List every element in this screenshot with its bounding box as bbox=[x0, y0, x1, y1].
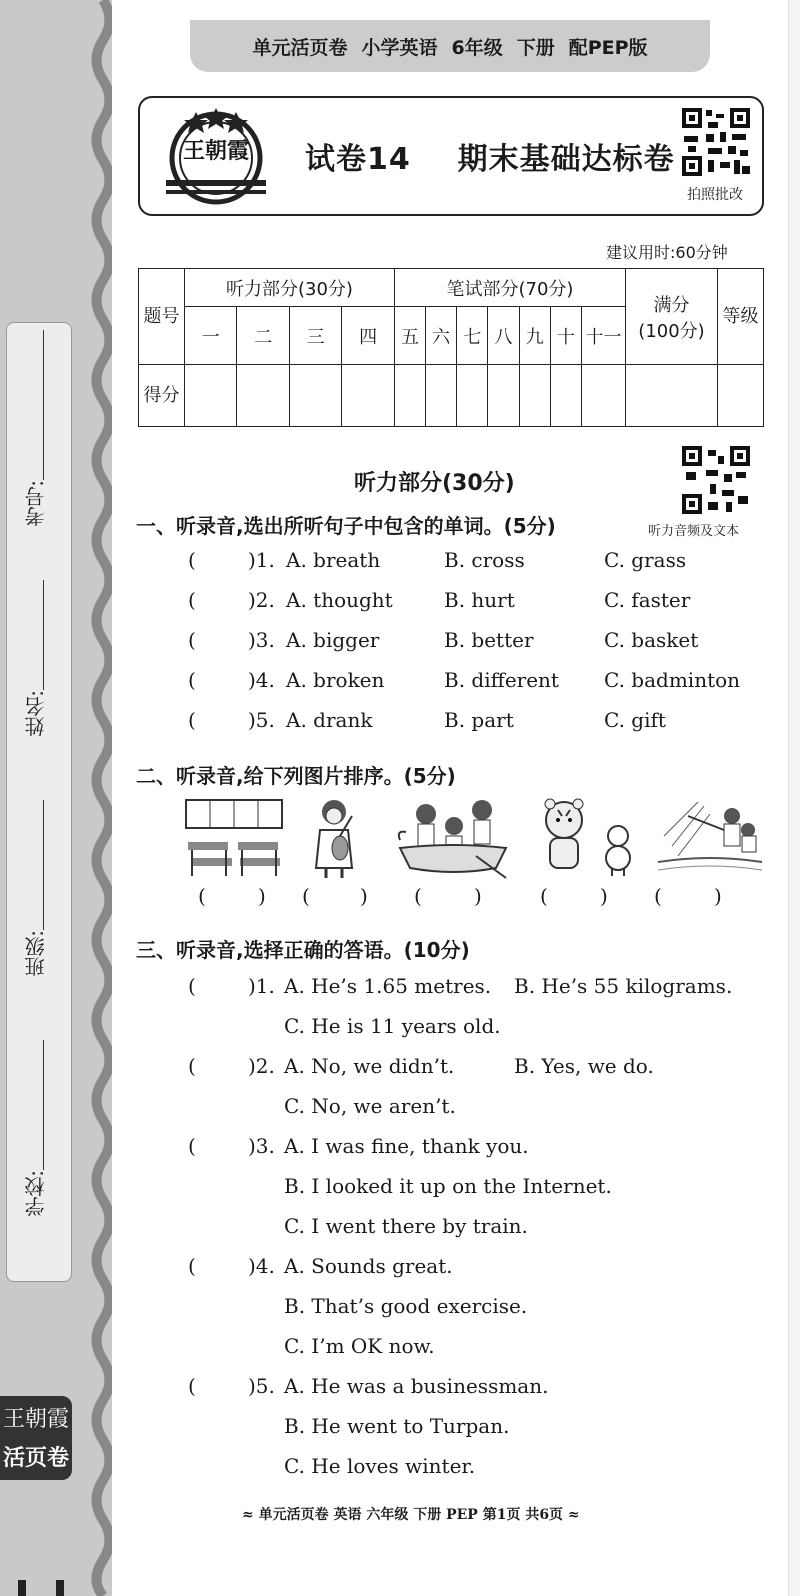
option-c: C. faster bbox=[604, 588, 691, 612]
binding-mark bbox=[56, 1580, 64, 1596]
option-side: B. He’s 55 kilograms. bbox=[514, 974, 733, 998]
score-table bbox=[138, 268, 764, 427]
question-number: 四 bbox=[342, 307, 395, 365]
option-a: A. breath bbox=[286, 548, 381, 572]
score-cell[interactable] bbox=[289, 365, 341, 427]
section3-title: 三、听录音,选择正确的答语。(10分) bbox=[136, 938, 470, 962]
question-number: 八 bbox=[488, 307, 519, 365]
option-c: C. basket bbox=[604, 628, 699, 652]
question-number: 五 bbox=[394, 307, 425, 365]
classroom-desks-picture bbox=[182, 796, 286, 880]
option-a: A. bigger bbox=[286, 628, 380, 652]
field-label: 学校: bbox=[23, 1170, 48, 1217]
section2-title: 二、听录音,给下列图片排序。(5分) bbox=[136, 764, 456, 788]
edition: 配PEP版 bbox=[568, 36, 648, 59]
item-number: )5. bbox=[248, 1374, 275, 1398]
score-cell[interactable] bbox=[342, 365, 395, 427]
field-label: 班级: bbox=[23, 930, 48, 977]
score-cell[interactable] bbox=[488, 365, 519, 427]
field-class bbox=[10, 800, 60, 977]
option-line: A. He was a businessman. bbox=[284, 1374, 549, 1398]
item-number: )3. bbox=[248, 1134, 275, 1158]
girl-playing-pipa-picture bbox=[302, 796, 366, 880]
qr-code-icon[interactable] bbox=[682, 108, 750, 176]
option-b: B. hurt bbox=[444, 588, 515, 612]
score-cell[interactable] bbox=[185, 365, 237, 427]
exam-name: 期末基础达标卷 bbox=[457, 142, 675, 177]
paper-edge bbox=[788, 0, 800, 1596]
item-number: )1. bbox=[248, 974, 275, 998]
option-line: A. He’s 1.65 metres. bbox=[284, 974, 492, 998]
section1-title: 一、听录音,选出所听句子中包含的单词。(5分) bbox=[136, 514, 556, 538]
item-number: )2. bbox=[248, 1054, 275, 1078]
total-score-cell[interactable] bbox=[626, 365, 718, 427]
option-a: A. drank bbox=[286, 708, 373, 732]
item-number: )5. bbox=[248, 708, 275, 732]
field-name bbox=[10, 580, 60, 737]
listening-part-title: 听力部分(30分) bbox=[354, 471, 515, 496]
brand-product: 活页卷 bbox=[2, 1446, 69, 1471]
field-label: 考号: bbox=[23, 480, 48, 527]
item-number: )4. bbox=[248, 1254, 275, 1278]
full-score-value: (100分) bbox=[638, 320, 705, 342]
field-label: 姓名: bbox=[23, 690, 48, 737]
option-line: B. That’s good exercise. bbox=[284, 1294, 528, 1318]
question-number: 六 bbox=[426, 307, 457, 365]
option-b: B. different bbox=[444, 668, 559, 692]
score-cell[interactable] bbox=[237, 365, 289, 427]
option-c: C. gift bbox=[604, 708, 666, 732]
subject: 小学英语 bbox=[361, 36, 438, 59]
writing-header: 笔试部分(70分) bbox=[394, 269, 625, 307]
exam-paper: 单元活页卷 小学英语 6年级 下册 配PEP版 王朝霞 试卷14 期末基础达标卷 拍照批改 建议用时:60分钟 题号 听力部分(30分) 笔试部分(70分) 满分 (100分) 等级 一 二 三 四 五 六 七 八 九 十 十一 得分 听力部分(30分) 听力音频及文本 一、听录音,选出所听句子中包含的单词。(5分) ( )1. A. breath B. cross C. grass ( )2. A. thought B. hurt C. faster ( )3. A. bigger B. better C. basket ( )4. A. broken B. different C. badminton ( )5. A. drank B. part C. gift 二、听录音,给下列图片排序。(5分) ( ) ( ) ( ) ( ) ( ) 三、听录音,选择正确的答语。(10分) ( )1. A. He’s 1.65 metres. B. He’s 55 kilograms. C. He is 11 years old. ( )2. A. No, we didn’t. B. Yes, we do. C. No, we aren’t. ( )3. A. I was fine, thank you. B. I looked it up on the Internet. C. I went there by train. ( )4. A. Sounds great. B. That’s good exercise. C. I’m OK now. ( )5. A. He was a businessman. B. He went to Turpan. C. He loves winter. ≈ 单元活页卷 英语 六年级 下册 PEP 第1页 共6页 ≈ bbox=[112, 0, 800, 1596]
option-line: B. I looked it up on the Internet. bbox=[284, 1174, 612, 1198]
question-number: 十一 bbox=[582, 307, 626, 365]
option-side: B. Yes, we do. bbox=[514, 1054, 654, 1078]
option-a: A. broken bbox=[286, 668, 385, 692]
field-exam-number bbox=[10, 330, 60, 527]
option-line: A. Sounds great. bbox=[284, 1254, 453, 1278]
listening-header: 听力部分(30分) bbox=[185, 269, 395, 307]
grade-header: 等级 bbox=[718, 269, 764, 365]
score-cell[interactable] bbox=[519, 365, 550, 427]
exam-title bbox=[305, 134, 675, 178]
option-line: C. He loves winter. bbox=[284, 1454, 476, 1478]
question-number: 九 bbox=[519, 307, 550, 365]
brand-box bbox=[0, 1396, 72, 1480]
option-line: C. I’m OK now. bbox=[284, 1334, 435, 1358]
score-cell[interactable] bbox=[394, 365, 425, 427]
question-number: 一 bbox=[185, 307, 237, 365]
option-b: B. cross bbox=[444, 548, 525, 572]
option-line: A. I was fine, thank you. bbox=[284, 1134, 529, 1158]
series-name: 单元活页卷 bbox=[252, 36, 348, 59]
full-score-label: 满分 bbox=[653, 294, 690, 316]
series-header bbox=[190, 20, 710, 72]
qr-caption: 拍照批改 bbox=[687, 187, 743, 203]
item-number: )1. bbox=[248, 548, 275, 572]
score-cell[interactable] bbox=[582, 365, 626, 427]
logo-name: 王朝霞 bbox=[182, 138, 249, 164]
exam-number: 试卷14 bbox=[305, 142, 411, 177]
binding-mark bbox=[18, 1580, 26, 1596]
question-number: 十 bbox=[550, 307, 581, 365]
item-number: )3. bbox=[248, 628, 275, 652]
option-line: C. I went there by train. bbox=[284, 1214, 528, 1238]
option-line: A. No, we didn’t. bbox=[284, 1054, 455, 1078]
suggested-time: 建议用时:60分钟 bbox=[606, 243, 728, 262]
brand-name: 王朝霞 bbox=[2, 1407, 69, 1432]
option-a: A. thought bbox=[286, 588, 393, 612]
row-head-score: 得分 bbox=[139, 365, 185, 427]
qr-caption: 听力音频及文本 bbox=[648, 524, 740, 539]
option-b: B. part bbox=[444, 708, 514, 732]
field-school bbox=[10, 1040, 60, 1217]
question-number: 三 bbox=[289, 307, 341, 365]
item-number: )4. bbox=[248, 668, 275, 692]
title-box bbox=[138, 96, 764, 216]
full-score-header bbox=[626, 269, 718, 365]
score-cell[interactable] bbox=[426, 365, 457, 427]
score-cell[interactable] bbox=[550, 365, 581, 427]
question-number: 七 bbox=[457, 307, 488, 365]
family-in-boat-picture bbox=[396, 796, 512, 880]
option-c: C. badminton bbox=[604, 668, 741, 692]
option-b: B. better bbox=[444, 628, 534, 652]
score-cell[interactable] bbox=[457, 365, 488, 427]
binding-strip bbox=[0, 0, 112, 1596]
option-line: B. He went to Turpan. bbox=[284, 1414, 510, 1438]
question-number: 二 bbox=[237, 307, 289, 365]
option-line: C. No, we aren’t. bbox=[284, 1094, 456, 1118]
option-line: C. He is 11 years old. bbox=[284, 1014, 501, 1038]
grade: 6年级 bbox=[451, 36, 503, 59]
qr-code-icon[interactable] bbox=[682, 446, 750, 514]
page-footer: ≈ 单元活页卷 英语 六年级 下册 PEP 第1页 共6页 ≈ bbox=[242, 1507, 580, 1523]
term: 下册 bbox=[516, 36, 555, 59]
grade-cell[interactable] bbox=[718, 365, 764, 427]
tiger-and-lamb-picture bbox=[534, 796, 642, 880]
man-fishing-picture bbox=[658, 796, 762, 880]
option-c: C. grass bbox=[604, 548, 687, 572]
item-number: )2. bbox=[248, 588, 275, 612]
row-head-question: 题号 bbox=[139, 269, 185, 365]
